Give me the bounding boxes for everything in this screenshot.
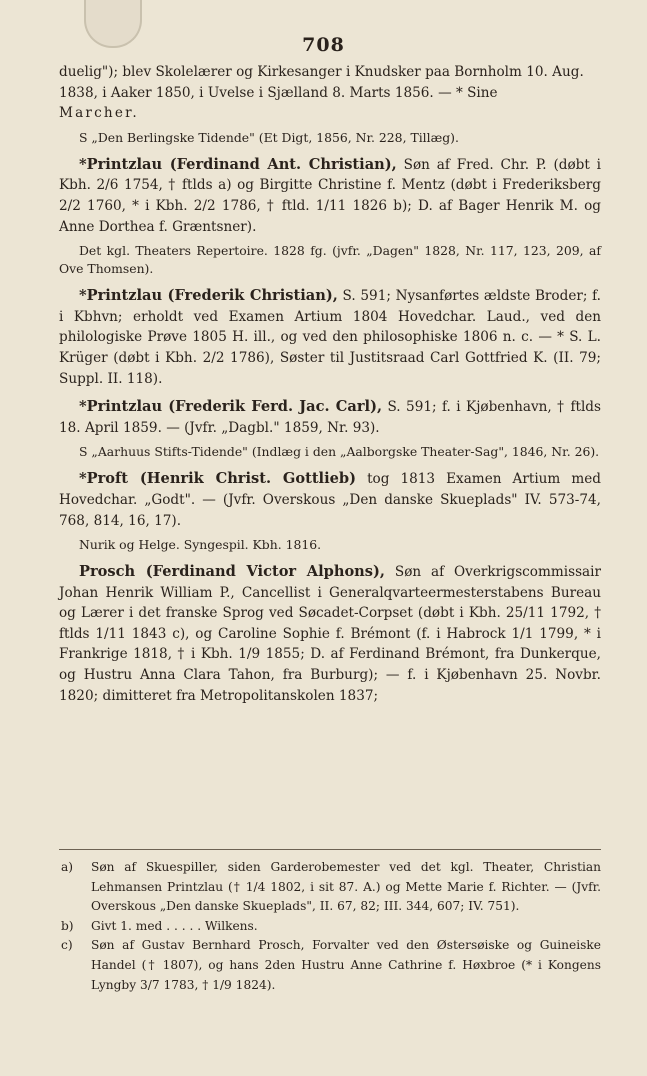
entry-text: tog 1813 Examen Artium med Hovedchar. „Godt". — (Jvfr. Overskous „Den danske Skueplads" IV. 573-74, 768, 814, 16, 17). (59, 471, 601, 529)
entry-text: S. 591; f. i Kjøbenhavn, † ftlds 18. April 1859. — (Jvfr. „Dagbl." 1859, Nr. 93). (59, 399, 601, 436)
footnote-c (59, 936, 601, 995)
entry-continuation-line: Marcher. (59, 105, 139, 122)
footnote-b (59, 917, 601, 937)
footnotes (59, 858, 601, 995)
footnote-text: Givt 1. med . . . . . Wilkens. (91, 918, 258, 933)
entry-continuation-line: duelig"); blev Skolelærer og Kirkesanger i Knudsker paa Bornholm 10. Aug. (59, 64, 584, 80)
entry-source: Det kgl. Theaters Repertoire. 1828 fg. (jvfr. „Dagen" 1828, Nr. 117, 123, 209, af Ove Thomsen). (59, 243, 601, 277)
entry-source: Nurik og Helge. Syngespil. Kbh. 1816. (79, 537, 322, 553)
footnote-text: Søn af Gustav Bernhard Prosch, Forvalter ved den Østersøiske og Guineiske Handel († 1807), og hans 2den Hustru Anne Cathrine f. Høxbroe (* i Kongens Lyngby 3/7 1783, † 1/9 1824). (91, 938, 601, 992)
footnote-divider (59, 849, 601, 850)
entry-printzlau-ferdinand (59, 155, 601, 237)
entry-printzlau-frederik-christian (59, 286, 601, 389)
entry-printzlau-frederik-ferd (59, 397, 601, 438)
entry-heading: *Printzlau (Frederik Ferd. Jac. Carl), (79, 398, 383, 416)
main-text (59, 62, 601, 706)
entry-source: S „Aarhuus Stifts-Tidende" (Indlæg i den „Aalborgske Theater-Sag", 1846, Nr. 26). (79, 444, 600, 460)
entry-heading: *Printzlau (Frederik Christian), (79, 287, 338, 305)
footnote-mark: a) (61, 860, 74, 874)
footnote-text: Søn af Skuespiller, siden Garderobemester ved det kgl. Theater, Christian Lehmansen Printzlau († 1/4 1802, i sit 87. A.) og Mette Marie f. Richter. — (Jvfr. Overskous „Den danske Skueplads", II. 67, 82; III. 344, 607; IV. 751). (91, 860, 601, 914)
entry-heading: *Printzlau (Ferdinand Ant. Christian), (79, 155, 397, 173)
footnote-mark: c) (61, 938, 73, 953)
entry-heading: *Proft (Henrik Christ. Gottlieb) (79, 470, 357, 488)
footnote-mark: b) (61, 918, 74, 933)
footnote-a (59, 858, 601, 917)
entry-text: S. 591; Nysanførtes ældste Broder; f. i Kbhvn; erholdt ved Examen Artium 1804 Hovedchar. Laud., ved den philologiske Prøve 1805 H. ill., og ved den philosophiske 1806 n. c. — * S. L. Krüger (døbt i Kbh. 2/2 1786), Søster til Justitsraad Carl Gottfried K. (II. 79; Suppl. II. 118). (59, 288, 602, 387)
entry-text: Søn af Overkrigscommissair Johan Henrik William P., Cancellist i Generalqvarteermesterstabens Bureau og Lærer i det franske Sprog ved Søcadet-Corpset (døbt i Kbh. 25/11 1792, † ftlds 1/11 1843 c), og Caroline Sophie f. Brémont (f. i Habrock 1/1 1799, * i Frankrige 1818, † i Kbh. 1/9 1855; D. af Ferdinand Brémont, fra Dunkerque, og Hustru Anna Clara Tahon, fra Burburg); — f. i Kjøbenhavn 25. Novbr. 1820; dimitteret fra Metropolitanskolen 1837; (59, 564, 601, 704)
entry-prosch (59, 562, 601, 706)
entry-text: Søn af Fred. Chr. P. (døbt i Kbh. 2/6 1754, † ftlds a) og Birgitte Christine f. Mentz (døbt i Frederiksberg 2/2 1760, * i Kbh. 2/2 1786, † ftld. 1/11 1826 b); D. af Bager Henrik M. og Anne Dorthea f. Græntsner). (59, 156, 601, 235)
page-number: 708 (302, 34, 345, 56)
entry-source: S „Den Berlingske Tidende" (Et Digt, 1856, Nr. 228, Tillæg). (79, 129, 459, 145)
entry-proft (59, 469, 601, 531)
entry-continuation-line: 1838, i Aaker 1850, i Uvelse i Sjælland 8. Marts 1856. — * Sine (59, 84, 498, 101)
entry-heading: Prosch (Ferdinand Victor Alphons), (79, 563, 385, 581)
